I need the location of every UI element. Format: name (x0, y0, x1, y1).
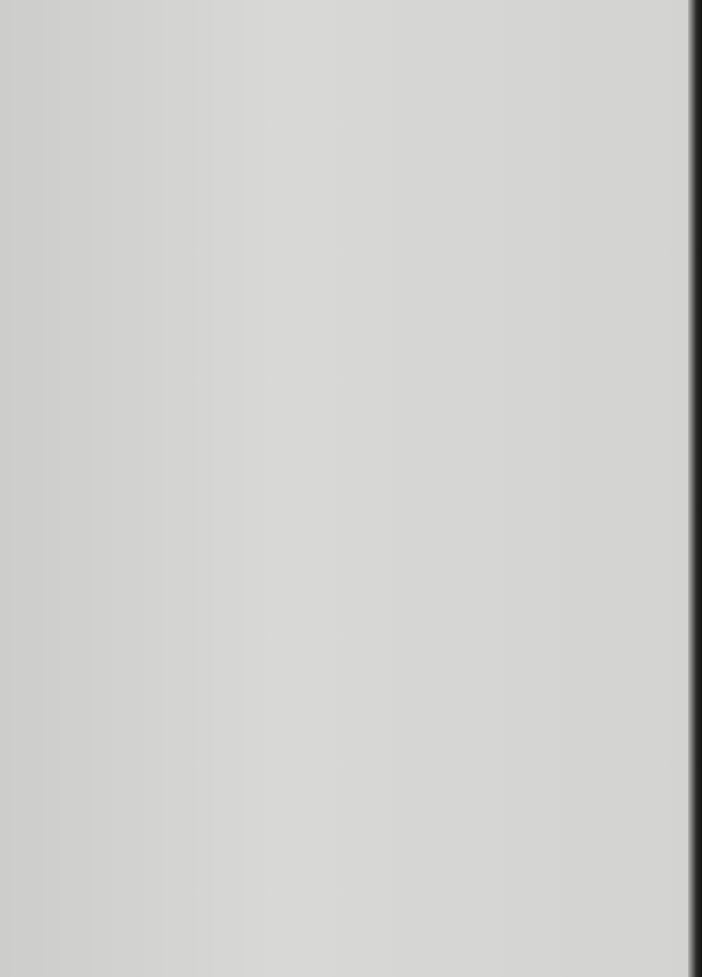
page-edge-shadow (688, 0, 702, 977)
language-header (38, 0, 688, 26)
margin-ruler (0, 0, 30, 977)
